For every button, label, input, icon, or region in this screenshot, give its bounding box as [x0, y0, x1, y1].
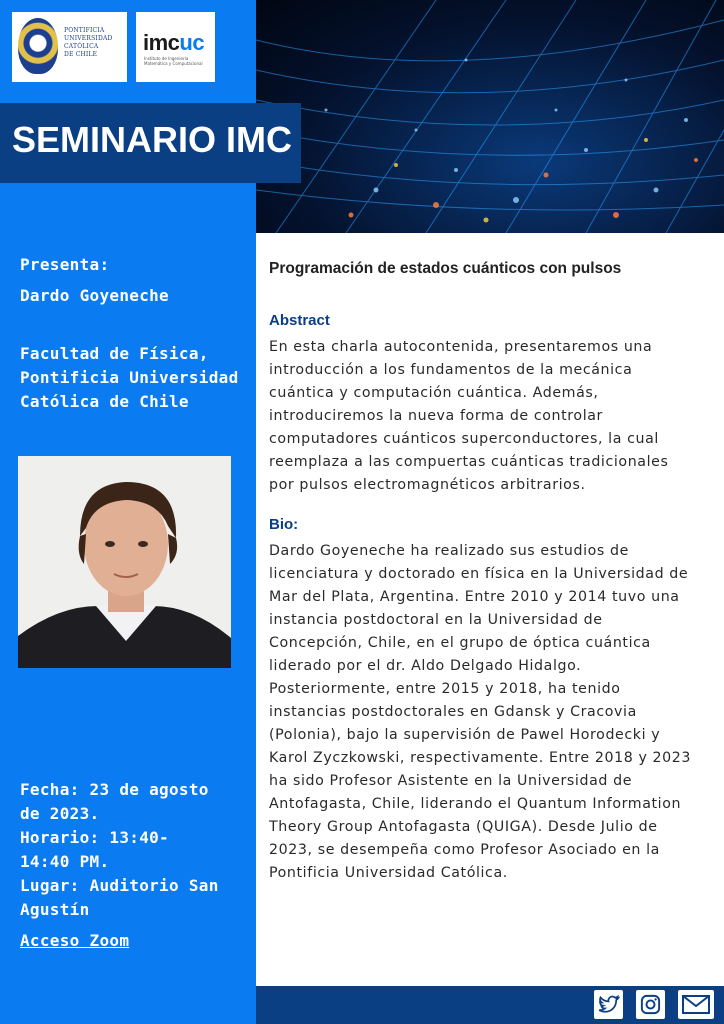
- bio-line: Mar del Plata, Argentina. Entre 2010 y 2014 tuvo una: [269, 589, 680, 605]
- affiliation-line: Católica de Chile: [20, 392, 189, 411]
- zoom-access-link[interactable]: Acceso Zoom: [20, 931, 130, 950]
- instagram-glyph: [639, 993, 662, 1016]
- mail-glyph: [681, 993, 711, 1016]
- puc-logo-line: PONTIFICIA: [64, 27, 105, 34]
- abstract-text: [269, 336, 714, 497]
- network-lines: [256, 0, 724, 233]
- imcuc-logo: [136, 12, 215, 82]
- event-line: Horario: 13:40-: [20, 828, 169, 847]
- presenter-portrait: [18, 456, 231, 668]
- bio-line: Dardo Goyeneche ha realizado sus estudios de: [269, 543, 629, 559]
- bio-line: licenciatura y doctorado en física en la Universidad de: [269, 566, 689, 582]
- event-details: [20, 778, 219, 922]
- puc-logo: [12, 12, 127, 82]
- bio-line: Posteriormente, entre 2015 y 2018, ha tenido: [269, 681, 621, 697]
- bio-line: Antofagasta, Chile, liderando el Quantum Information: [269, 796, 682, 812]
- abstract-line: cuántica y computación cuántica. Además,: [269, 385, 599, 401]
- bio-line: instancia postdoctoral en la Universidad de: [269, 612, 603, 628]
- presenter-label: Presenta:: [20, 255, 110, 274]
- bio-line: Theory Group Antofagasta (QUIGA). Desde Julio de: [269, 819, 658, 835]
- page-title: SEMINARIO IMC: [12, 119, 293, 160]
- imcuc-wordmark-imc: imc: [143, 30, 180, 55]
- twitter-icon[interactable]: [592, 988, 625, 1021]
- bio-line: ha sido Profesor Asistente en la Universidad de: [269, 773, 633, 789]
- imcuc-subtitle: Instituto de Ingeniería Matemática y Computacional: [144, 56, 203, 66]
- abstract-line: computadores cuánticos superconductores, la cual: [269, 431, 659, 447]
- bio-line: instancias postdoctorales en Gdansk y Cracovia: [269, 704, 637, 720]
- abstract-line: reemplaza a las compuertas cuánticas tradicionales: [269, 454, 669, 470]
- event-line: Fecha: 23 de agosto: [20, 780, 209, 799]
- instagram-icon[interactable]: [634, 988, 667, 1021]
- abstract-line: En esta charla autocontenida, presentaremos una: [269, 339, 653, 355]
- quantum-network-image: [256, 0, 724, 233]
- presenter-affiliation: [20, 342, 239, 414]
- affiliation-line: Pontificia Universidad: [20, 368, 239, 387]
- abstract-line: por pulsos electromagnéticos arbitrarios.: [269, 477, 586, 493]
- presenter-name: Dardo Goyeneche: [20, 286, 169, 305]
- puc-logo-text: [64, 27, 126, 59]
- affiliation-line: Facultad de Física,: [20, 344, 209, 363]
- bio-line: 2023, se desempeña como Profesor Asociado en la: [269, 842, 660, 858]
- bio-line: liderado por el dr. Aldo Delgado Hidalgo.: [269, 658, 582, 674]
- mail-icon[interactable]: [676, 988, 716, 1021]
- event-line: 14:40 PM.: [20, 852, 110, 871]
- abstract-line: introducción a los fundamentos de la mecánica: [269, 362, 633, 378]
- bio-line: (Polonia), bajo la supervisión de Pawel Horodecki y: [269, 727, 661, 743]
- presenter-photo: [18, 456, 231, 668]
- abstract-line: introduciremos la nueva forma de controlar: [269, 408, 603, 424]
- puc-logo-line: UNIVERSIDAD: [64, 35, 113, 42]
- puc-logo-line: DE CHILE: [64, 51, 98, 58]
- bio-line: Pontificia Universidad Católica.: [269, 865, 508, 881]
- event-line: de 2023.: [20, 804, 100, 823]
- bio-line: Concepción, Chile, en el grupo de óptica cuántica: [269, 635, 651, 651]
- imcuc-wordmark-uc: uc: [179, 30, 205, 55]
- twitter-glyph: [597, 993, 620, 1016]
- bio-heading: Bio:: [269, 516, 299, 533]
- event-line: Agustín: [20, 900, 90, 919]
- talk-title: Programación de estados cuánticos con pulsos: [269, 260, 622, 277]
- bio-line: Karol Zyczkowski, respectivamente. Entre 2018 y 2023: [269, 750, 692, 766]
- imcuc-wordmark: [143, 32, 204, 54]
- bio-text: [269, 540, 714, 885]
- event-line: Lugar: Auditorio San: [20, 876, 219, 895]
- puc-crest-icon: [18, 18, 58, 74]
- abstract-heading: Abstract: [269, 312, 330, 329]
- puc-logo-line: CATÓLICA: [64, 43, 99, 50]
